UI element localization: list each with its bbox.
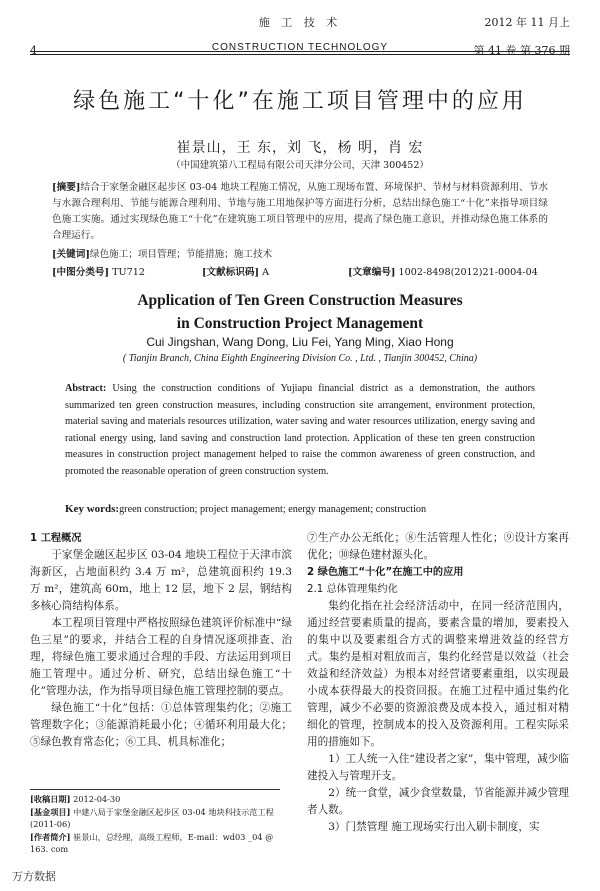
section-1-para-3: 绿色施工“十化”包括：①总体管理集约化；②施工管理数字化；③能源消耗最小化；④循环利用最大化；⑤绿色教育常态化；⑥工具、机具标准化；: [30, 702, 292, 748]
article-title-cn: 绿色施工“十化”在施工项目管理中的应用: [73, 89, 527, 114]
footnote-fund: [30, 806, 290, 831]
running-header: [30, 8, 570, 57]
abstract-cn: [52, 180, 548, 244]
authors-en: Cui Jingshan, Wang Dong, Liu Fei, Yang Ming, Xiao Hong: [146, 335, 454, 349]
header-rule-bottom: [30, 54, 570, 55]
page-number: 4: [30, 44, 37, 57]
footnotes: [30, 793, 290, 856]
title-en-line1: Application of Ten Green Construction Measures: [137, 292, 463, 309]
authors-cn: 崔景山，王 东，刘 飞，杨 明，肖 宏: [176, 140, 424, 156]
article-title-en: [0, 289, 600, 335]
section-1-continued: ⑦生产办公无纸化；⑧生活管理人性化；⑨设计方案再优化；⑩绿色建材源头化。: [307, 532, 569, 561]
article-number-value: 1002-8498(2012)21-0004-04: [398, 267, 538, 278]
journal-name-cn: 施 工 技 术: [258, 16, 342, 29]
section-2-1-para-1: 集约化指在社会经济活动中，在同一经济范围内，通过经营要素质量的提高，要素含量的增加，要素投入的集中以及要素组合方式的调整来增进效益的经营方式。集约是相对粗放而言，集约化经营是以效益（社会效益和经济效益）为根本对经营诸要素重组，以实现最小成本获得最大的投资回报。在施工过程中通过集约化管理，减少不必要的资源浪费及成本投入，通过相对精细化的管理，控制成本的投入及资源利用。工程实际采用的措施如下。: [307, 600, 569, 748]
clc-label: [中图分类号]: [52, 267, 110, 278]
doc-code: [202, 264, 269, 278]
keywords-en-label: Key words:: [65, 503, 120, 515]
author-label: [作者简介]: [30, 831, 71, 842]
author-value: 崔景山，总经理，高级工程师，E-mail：wd03 _04 @ 163. com: [30, 831, 274, 855]
keywords-cn-text: 绿色施工；项目管理；节能措施；施工技术: [89, 249, 273, 260]
list-item-3: 3）门禁管理 施工现场实行出入刷卡制度，实: [328, 821, 540, 833]
abstract-en: [65, 381, 535, 481]
fund-value: 中建八局于家堡金融区起步区 03-04 地块科技示范工程(2011-06): [30, 806, 274, 830]
section-1-para-1: 于家堡金融区起步区 03-04 地块工程位于天津市滨海新区，占地面积约 3.4 万 m²，总建筑面积约 19.3 万 m²，建筑高 60m，地上 12 层，地下 2 层，钢结构多核心筒结构体系。: [30, 549, 292, 612]
section-2-1-heading: 2.1 总体管理集约化: [307, 584, 398, 595]
clc-number: [52, 264, 145, 278]
footnote-received: [30, 793, 290, 806]
clc-value: TU712: [112, 267, 145, 278]
received-label: [收稿日期]: [30, 794, 71, 804]
abstract-en-text: Using the construction conditions of Yujiapu financial district as a demonstration, the authors summarized ten green construction measures, including construction site arrangement, environment protection, material saving and materials resources utilization, water saving and water resources utilization, energy saving and rational energy using, land saving and construction land protection. Application of these ten green construction measures in construction project management helped to raise the common awareness of green construction, and promoted the reasonable operation of green construction system.: [65, 383, 535, 477]
keywords-en-text: green construction; project management; energy management; construction: [119, 504, 427, 515]
received-value: 2012-04-30: [73, 794, 121, 804]
keywords-cn: [52, 246, 548, 260]
list-item-2: 2）统一食堂，减少食堂数量，节省能源并减少管理者人数。: [307, 787, 569, 816]
doc-code-label: [文献标识码]: [202, 267, 260, 278]
keywords-cn-label: [关键词]: [52, 249, 90, 260]
volume-issue: 第 41 卷 第 376 期: [473, 44, 570, 57]
watermark: 万方数据: [12, 870, 56, 883]
body-column-left: [30, 530, 292, 751]
doc-code-value: A: [262, 267, 270, 278]
section-2-heading: 2 绿色施工“十化”在施工中的应用: [307, 567, 464, 578]
section-1-heading: 1 工程概况: [30, 533, 82, 544]
issue-date: 2012 年 11 月上: [484, 16, 570, 29]
header-rule-top: [30, 51, 570, 52]
affiliation-cn: （中国建筑第八工程局有限公司天津分公司，天津 300452）: [171, 160, 429, 171]
abstract-cn-text: 结合于家堡金融区起步区 03-04 地块工程施工情况，从施工现场布置、环境保护、节材与材料资源利用、节水与水源合理利用、节能与能源合理利用、节地与施工用地保护等方面进行分析，总结出绿色施工“十化”来指导项目绿色施工实施。通过实现绿色施工“十化”在建筑施工项目管理中的应用，提高了绿色施工意识，并推动绿色施工体系的合理运行。: [52, 182, 548, 241]
abstract-cn-label: [摘要]: [52, 182, 81, 193]
abstract-en-label: Abstract:: [65, 383, 107, 394]
list-item-1: 1）工人统一入住“建设者之家”，集中管理，减少临建投入与管理开支。: [307, 753, 569, 782]
affiliation-en: ( Tianjin Branch, China Eighth Engineering Division Co. , Ltd. , Tianjin 300452, China): [122, 353, 478, 364]
article-number-label: [文章编号]: [348, 267, 396, 278]
body-column-right: [307, 530, 569, 836]
section-1-para-2: 本工程项目管理中严格按照绿色建筑评价标准中“绿色三星”的要求，并结合工程的自身情况逐项排查、治理，将绿色施工要求通过合理的手段、方法运用到项目施工管理中。通过分析、研究，总结出绿色施工“十化”管理办法，作为指导项目绿色施工管理控制的要点。: [30, 617, 292, 697]
footnote-author: [30, 831, 290, 856]
keywords-en: [65, 503, 535, 515]
footnote-rule: [30, 789, 280, 790]
article-number: [348, 264, 538, 278]
journal-name-en: CONSTRUCTION TECHNOLOGY: [211, 42, 389, 53]
fund-label: [基金项目]: [30, 806, 71, 817]
title-en-line2: in Construction Project Management: [176, 315, 424, 332]
